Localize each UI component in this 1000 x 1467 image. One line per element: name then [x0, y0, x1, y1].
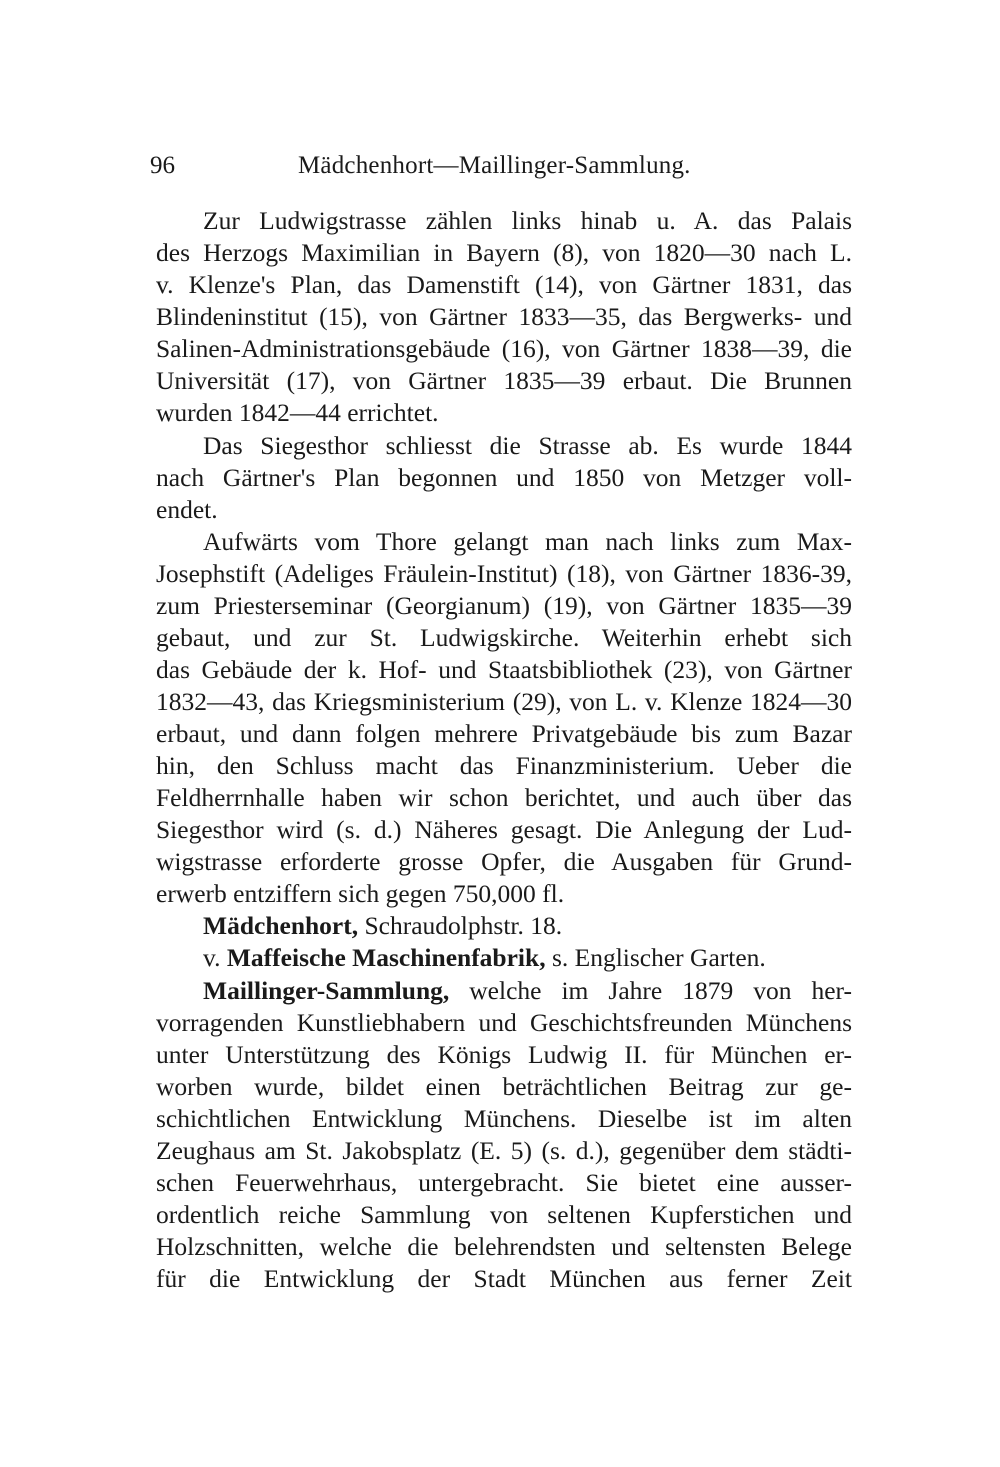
entry-maillinger: [203, 975, 852, 1007]
text-line: wurden 1842—44 errichtet.: [156, 398, 439, 427]
text-line: Holzschnitten, welche die belehrendsten und seltensten Belege: [156, 1232, 852, 1261]
text-line: gebaut, und zur St. Ludwigskirche. Weiterhin erhebt sich: [156, 623, 852, 652]
entry-text: welche im Jahre 1879 von her-: [449, 976, 852, 1005]
text-line: Salinen-Administrationsgebäude (16), von Gärtner 1838—39, die: [156, 334, 852, 363]
entry-lemma: Maillinger-Sammlung,: [203, 976, 450, 1005]
text-line: Blindeninstitut (15), von Gärtner 1833—35, das Bergwerks- und: [156, 302, 852, 331]
text-line: schichtlichen Entwicklung Münchens. Dieselbe ist im alten: [156, 1104, 852, 1133]
text-line: erwerb entziffern sich gegen 750,000 fl.: [156, 879, 565, 908]
page-header: [150, 152, 850, 188]
text-line: 1832—43, das Kriegsministerium (29), von L. v. Klenze 1824—30: [156, 687, 852, 716]
text-line: Josephstift (Adeliges Fräulein-Institut) (18), von Gärtner 1836-39,: [156, 559, 852, 588]
text-line: unter Unterstützung des Königs Ludwig II. für München er-: [156, 1040, 852, 1069]
text-line: Zur Ludwigstrasse zählen links hinab u. A. das Palais: [203, 206, 852, 235]
text-line: hin, den Schluss macht das Finanzministerium. Ueber die: [156, 751, 852, 780]
text-line: vorragenden Kunstliebhabern und Geschichtsfreunden Münchens: [156, 1008, 852, 1037]
entry-lemma: Maffeische Maschinenfabrik,: [226, 943, 546, 972]
running-title: Mädchenhort—Maillinger-Sammlung.: [298, 152, 691, 179]
text-line: ordentlich reiche Sammlung von seltenen Kupferstichen und: [156, 1200, 852, 1229]
page-number: 96: [150, 152, 175, 179]
text-line: des Herzogs Maximilian in Bayern (8), von 1820—30 nach L.: [156, 238, 852, 267]
text-line: Siegesthor wird (s. d.) Näheres gesagt. Die Anlegung der Lud-: [156, 815, 852, 844]
text-line: schen Feuerwehrhaus, untergebracht. Sie bietet eine ausser-: [156, 1168, 852, 1197]
text-line: Das Siegesthor schliesst die Strasse ab. Es wurde 1844: [203, 431, 852, 460]
text-line: wigstrasse erforderte grosse Opfer, die Ausgaben für Grund-: [156, 847, 852, 876]
entry-maedchenhort: [203, 910, 852, 942]
entry-prefix: v.: [203, 943, 227, 972]
text-line: Aufwärts vom Thore gelangt man nach links zum Max-: [203, 527, 852, 556]
entry-maffei: [203, 942, 852, 974]
entry-text: Schraudolphstr. 18.: [358, 911, 563, 940]
text-line: nach Gärtner's Plan begonnen und 1850 von Metzger voll-: [156, 463, 852, 492]
text-line: Feldherrnhalle haben wir schon berichtet, und auch über das: [156, 783, 852, 812]
text-line: endet.: [156, 495, 218, 524]
text-line: das Gebäude der k. Hof- und Staatsbibliothek (23), von Gärtner: [156, 655, 852, 684]
text-line: v. Klenze's Plan, das Damenstift (14), von Gärtner 1831, das: [156, 270, 852, 299]
text-line: Universität (17), von Gärtner 1835—39 erbaut. Die Brunnen: [156, 366, 852, 395]
entry-lemma: Mädchenhort,: [203, 911, 359, 940]
text-line: für die Entwicklung der Stadt München aus ferner Zeit: [156, 1264, 852, 1293]
text-line: Zeughaus am St. Jakobsplatz (E. 5) (s. d.), gegenüber dem städti-: [156, 1136, 852, 1165]
text-line: erbaut, und dann folgen mehrere Privatgebäude bis zum Bazar: [156, 719, 852, 748]
entry-text: s. Englischer Garten.: [545, 943, 766, 972]
text-line: worben wurde, bildet einen beträchtlichen Beitrag zur ge-: [156, 1072, 852, 1101]
text-line: zum Priesterseminar (Georgianum) (19), von Gärtner 1835—39: [156, 591, 852, 620]
